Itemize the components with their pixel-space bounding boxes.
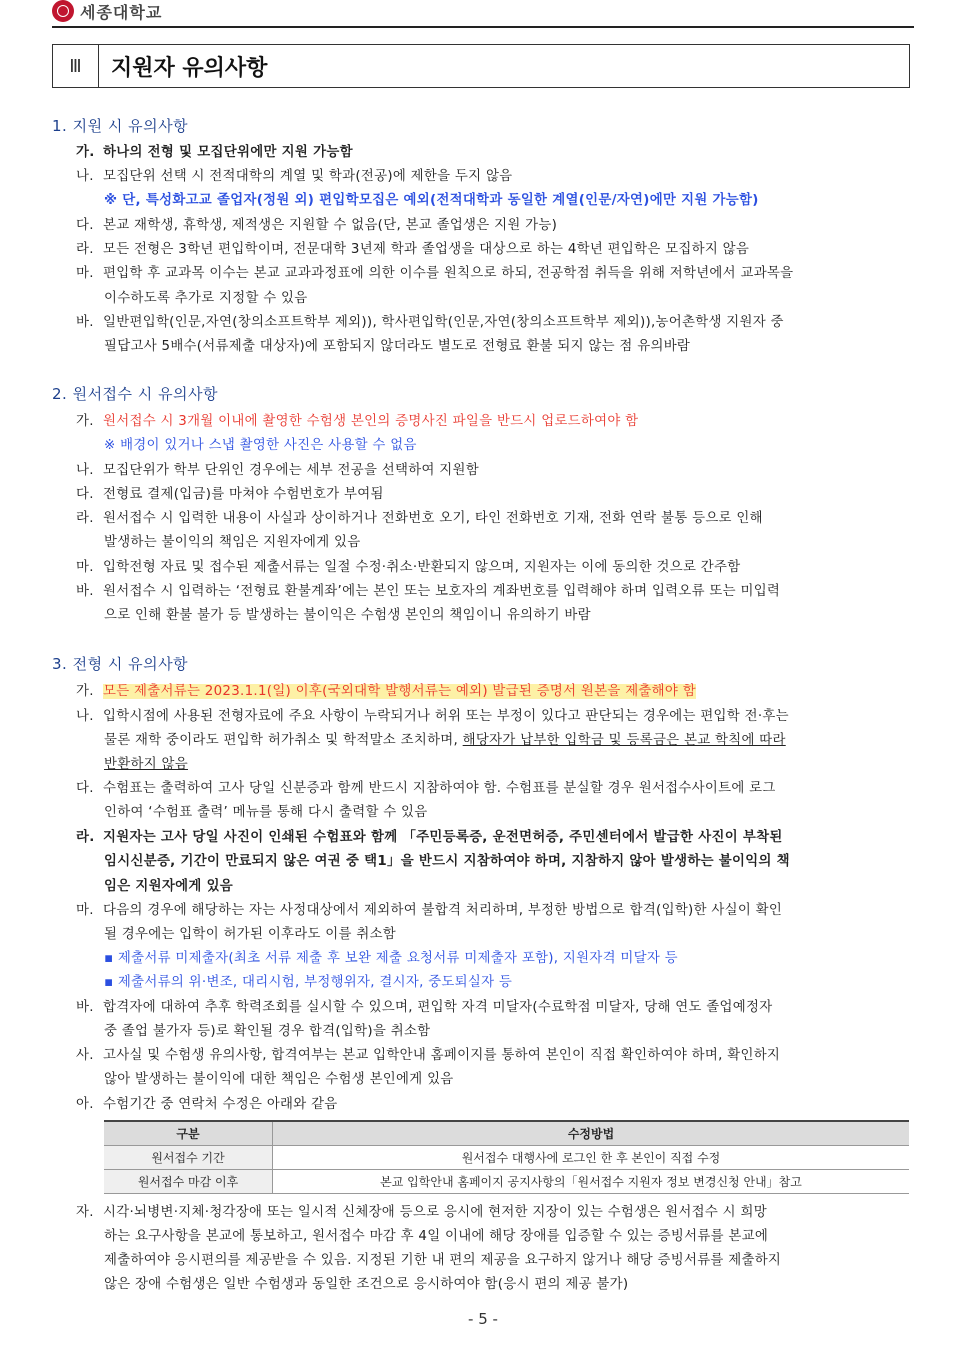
s3-bullet-1: ▪ 제출서류 미제출자(최초 서류 제출 후 보완 제출 요청서류 미제출자 포함), 지원자격 미달자 등 <box>104 951 678 966</box>
s3-item-ja: 자. 시각·뇌병변·지체·청각장애 또는 일시적 신체장애 등으로 응시에 현저한 지장이 있는 수험생은 원서접수 시 희망 <box>76 1205 767 1220</box>
header-rule <box>52 26 914 28</box>
s1-item-ba-cont: 필답고사 5배수(서류제출 대상자)에 포함되지 않더라도 별도로 전형료 환불 되지 않는 점 유의바람 <box>104 339 691 354</box>
university-logo <box>52 0 162 22</box>
s1-item-ma: 마. 편입학 후 교과목 이수는 본교 교과과정표에 의한 이수를 원칙으로 하되, 전공학점 취득을 위해 저학년에서 교과목을 <box>76 266 794 281</box>
heading-3: 3. 전형 시 유의사항 <box>52 655 189 673</box>
s1-note: ※ 단, 특성화고교 졸업자(정원 외) 편입학모집은 예외(전적대학과 동일한 계열(인문/자연)에만 지원 가능함) <box>104 193 759 208</box>
s3-item-sa: 사. 고사실 및 수험생 유의사항, 합격여부는 본교 입학안내 홈페이지를 통하여 본인이 직접 확인하여야 하며, 확인하지 <box>76 1048 781 1063</box>
s2-item-ba-cont: 으로 인해 환불 불가 등 발생하는 불이익은 수험생 본인의 책임이니 유의하기 바람 <box>104 608 591 623</box>
s3-item-na-cont2: 반환하지 않음 <box>104 757 188 772</box>
table-header: 수정방법 <box>273 1121 910 1146</box>
s3-item-na-cont: 물론 재학 중이라도 편입학 허가취소 및 학적말소 조치하며, 해당자가 납부한 입학금 및 등록금은 본교 학칙에 따라 <box>104 733 786 748</box>
table-header-row <box>104 1121 909 1146</box>
s3-item-da: 다. 수험표는 출력하여 고사 당일 신분증과 함께 반드시 지참하여야 함. 수험표를 분실할 경우 원서접수사이트에 로그 <box>76 781 776 796</box>
s1-item-ra: 라. 모든 전형은 3학년 편입학이며, 전문대학 3년제 학과 졸업생을 대상으로 하는 4학년 편입학은 모집하지 않음 <box>76 242 750 257</box>
s3-item-ra: 라. 지원자는 고사 당일 사진이 인쇄된 수험표와 함께 「주민등록증, 운전면허증, 주민센터에서 발급한 사진이 부착된 <box>76 830 783 845</box>
s3-item-ja-cont2: 제출하여야 응시편의를 제공받을 수 있음. 지정된 기한 내 편의 제공을 요구하지 않거나 해당 증빙서류를 제출하지 <box>104 1253 782 1268</box>
s3-item-sa-cont: 않아 발생하는 불이익에 대한 책임은 수험생 본인에게 있음 <box>104 1072 454 1087</box>
s2-item-da: 다. 전형료 결제(입금)를 마쳐야 수험번호가 부여됨 <box>76 487 384 502</box>
s2-item-ga: 가. 원서접수 시 3개월 이내에 촬영한 수험생 본인의 증명사진 파일을 반드시 업로드하여야 함 <box>76 414 639 429</box>
section-header <box>52 44 910 88</box>
s1-item-na: 나. 모집단위 선택 시 전적대학의 계열 및 학과(전공)에 제한을 두지 않음 <box>76 169 513 184</box>
heading-2: 2. 원서접수 시 유의사항 <box>52 385 219 403</box>
s3-item-ja-cont: 하는 요구사항을 본교에 통보하고, 원서접수 마감 후 4일 이내에 해당 장애를 입증할 수 있는 증빙서류를 본교에 <box>104 1229 769 1244</box>
seal-icon <box>52 0 74 22</box>
table-cell: 원서접수 마감 이후 <box>104 1170 273 1194</box>
s1-item-ba: 바. 일반편입학(인문,자연(창의소프트학부 제외)), 학사편입학(인문,자연(창의소프트학부 제외)),농어촌학생 지원자 중 <box>76 315 784 330</box>
s3-item-ba-cont: 중 졸업 불가자 등)로 확인될 경우 합격(입학)을 취소함 <box>104 1024 431 1039</box>
s3-item-ja-cont3: 않은 장애 수험생은 일반 수험생과 동일한 조건으로 응시하여야 함(응시 편의 제공 불가) <box>104 1277 629 1292</box>
s2-item-ba: 바. 원서접수 시 입력하는 ‘전형료 환불계좌’에는 본인 또는 보호자의 계좌번호를 입력해야 하며 입력오류 또는 미입력 <box>76 584 781 599</box>
table-cell: 본교 입학안내 홈페이지 공지사항의「원서접수 지원자 정보 변경신청 안내」참고 <box>273 1170 910 1194</box>
table-header: 구분 <box>104 1121 273 1146</box>
section-numeral: Ⅲ <box>53 45 99 87</box>
table-cell: 원서접수 기간 <box>104 1146 273 1170</box>
s3-item-ga: 가. 모든 제출서류는 2023.1.1(일) 이후(국외대학 발행서류는 예외) 발급된 증명서 원본을 제출해야 함 <box>76 684 696 699</box>
table-row <box>104 1146 909 1170</box>
s1-item-ga: 가. 하나의 전형 및 모집단위에만 지원 가능함 <box>76 145 353 160</box>
section-title: 지원자 유의사항 <box>111 55 268 81</box>
s1-item-ma-cont: 이수하도록 추가로 지정할 수 있음 <box>104 291 308 306</box>
table-cell: 원서접수 대행사에 로그인 한 후 본인이 직접 수정 <box>273 1146 910 1170</box>
s2-item-ra: 라. 원서접수 시 입력한 내용이 사실과 상이하거나 전화번호 오기, 타인 전화번호 기재, 전화 연락 불통 등으로 인해 <box>76 511 763 526</box>
s3-item-ra-cont: 임시신분증, 기간이 만료되지 않은 여권 중 택1」을 반드시 지참하여야 하며, 지참하지 않아 발생하는 불이익의 책 <box>104 854 790 869</box>
s3-item-da-cont: 인하여 ‘수험표 출력’ 메뉴를 통해 다시 출력할 수 있음 <box>104 805 428 820</box>
s3-item-ra-cont2: 임은 지원자에게 있음 <box>104 879 234 894</box>
s3-item-ma: 마. 다음의 경우에 해당하는 자는 사정대상에서 제외하여 불합격 처리하며, 부정한 방법으로 합격(입학)한 사실이 확인 <box>76 903 783 918</box>
table-row <box>104 1170 909 1194</box>
s3-item-na: 나. 입학시점에 사용된 전형자료에 주요 사항이 누락되거나 허위 또는 부정이 있다고 판단되는 경우에는 편입학 전·후는 <box>76 709 789 724</box>
page-number: - 5 - <box>468 1310 498 1328</box>
s2-note: ※ 배경이 있거나 스냅 촬영한 사진은 사용할 수 없음 <box>104 438 417 453</box>
s3-item-a: 아. 수험기간 중 연락처 수정은 아래와 같음 <box>76 1097 338 1112</box>
s1-item-da: 다. 본교 재학생, 휴학생, 제적생은 지원할 수 없음(단, 본교 졸업생은 지원 가능) <box>76 218 558 233</box>
s2-item-na: 나. 모집단위가 학부 단위인 경우에는 세부 전공을 선택하여 지원함 <box>76 463 480 478</box>
s3-item-ba: 바. 합격자에 대하여 추후 학력조회를 실시할 수 있으며, 편입학 자격 미달자(수료학점 미달자, 당해 연도 졸업예정자 <box>76 1000 773 1015</box>
s3-bullet-2: ▪ 제출서류의 위·변조, 대리시험, 부정행위자, 결시자, 중도퇴실자 등 <box>104 975 513 990</box>
heading-1: 1. 지원 시 유의사항 <box>52 117 189 135</box>
s3-item-ma-cont: 될 경우에는 입학이 허가된 이후라도 이를 취소함 <box>104 927 397 942</box>
s2-item-ra-cont: 발생하는 불이익의 책임은 지원자에게 있음 <box>104 535 361 550</box>
s2-item-ma: 마. 입학전형 자료 및 접수된 제출서류는 일절 수정·취소·반환되지 않으며, 지원자는 이에 동의한 것으로 간주함 <box>76 560 741 575</box>
brand-name: 세종대학교 <box>80 2 163 22</box>
contact-change-table <box>104 1120 909 1194</box>
